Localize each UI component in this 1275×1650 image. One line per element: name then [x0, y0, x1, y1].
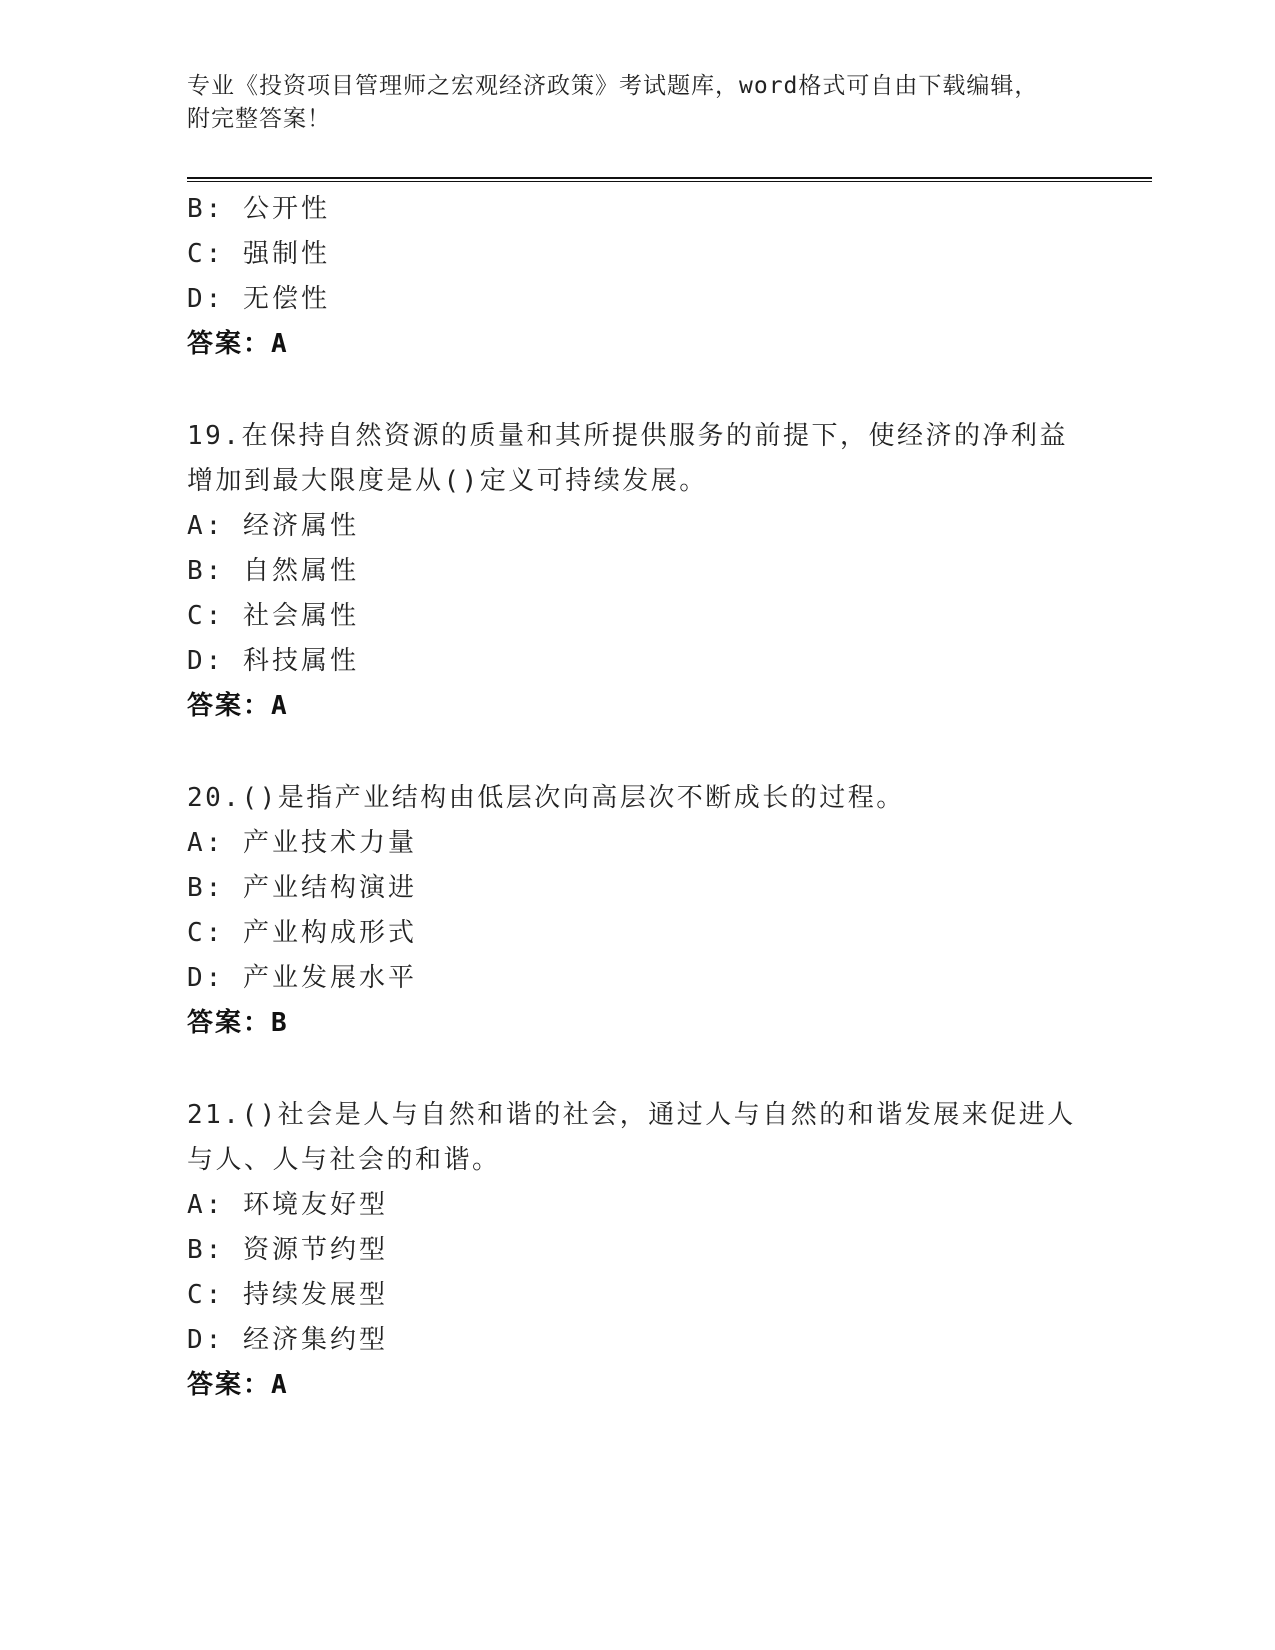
question-stem-line: 增加到最大限度是从()定义可持续发展。 — [187, 466, 708, 496]
header-line-2: 附完整答案！ — [187, 106, 331, 132]
question-block-21 — [187, 1093, 1087, 1408]
answer-line: 答案：B — [187, 1008, 289, 1038]
option-b: B: 公开性 — [187, 194, 330, 224]
option-d: D: 产业发展水平 — [187, 963, 417, 993]
option-b: B: 产业结构演进 — [187, 873, 417, 903]
question-stem-line: 21.()社会是人与自然和谐的社会，通过人与自然的和谐发展来促进人 — [187, 1100, 1076, 1130]
option-a: A: 产业技术力量 — [187, 828, 417, 858]
option-c: C: 强制性 — [187, 239, 330, 269]
question-spacer — [187, 1046, 1087, 1093]
question-spacer — [187, 729, 1087, 776]
question-stem-line: 19.在保持自然资源的质量和其所提供服务的前提下，使经济的净利益 — [187, 421, 1068, 451]
option-d: D: 经济集约型 — [187, 1325, 388, 1355]
header-line-1: 专业《投资项目管理师之宏观经济政策》考试题库，word格式可自由下载编辑， — [187, 73, 1039, 99]
question-stem-line: 20.()是指产业结构由低层次向高层次不断成长的过程。 — [187, 783, 905, 813]
option-c: C: 产业构成形式 — [187, 918, 417, 948]
document-header — [187, 70, 1087, 136]
question-stem-line: 与人、人与社会的和谐。 — [187, 1145, 501, 1175]
question-block-19 — [187, 414, 1087, 729]
answer-line: 答案：A — [187, 1370, 289, 1400]
option-b: B: 自然属性 — [187, 556, 359, 586]
answer-line: 答案：A — [187, 691, 289, 721]
option-d: D: 科技属性 — [187, 646, 359, 676]
header-divider — [187, 177, 1152, 182]
question-block-20 — [187, 776, 1087, 1046]
option-a: A: 环境友好型 — [187, 1190, 388, 1220]
question-spacer — [187, 367, 1087, 414]
option-c: C: 社会属性 — [187, 601, 359, 631]
option-a: A: 经济属性 — [187, 511, 359, 541]
question-block-18 — [187, 187, 1087, 367]
answer-line: 答案：A — [187, 329, 289, 359]
question-content — [187, 187, 1087, 1408]
option-c: C: 持续发展型 — [187, 1280, 388, 1310]
option-b: B: 资源节约型 — [187, 1235, 388, 1265]
option-d: D: 无偿性 — [187, 284, 330, 314]
